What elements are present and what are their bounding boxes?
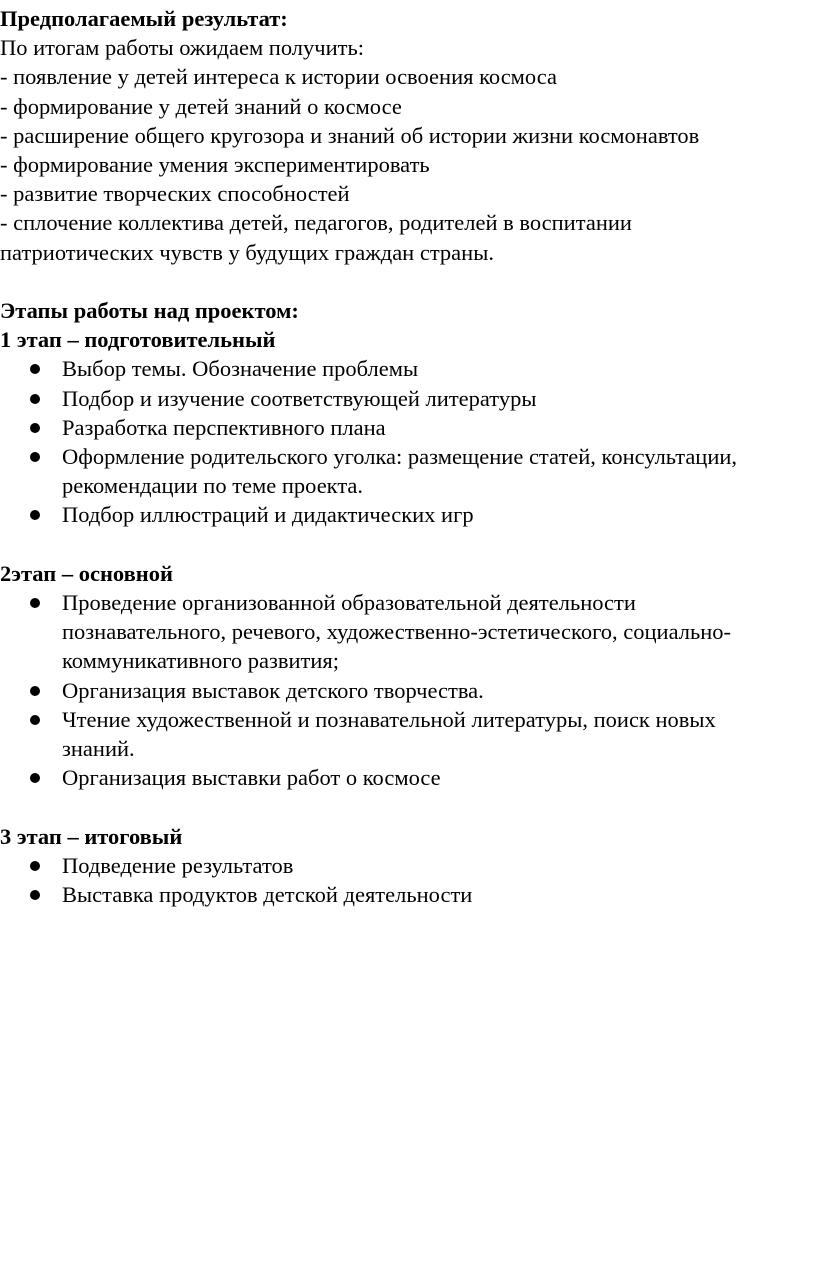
bullet-icon <box>30 890 40 900</box>
spacer <box>0 792 812 821</box>
bullet-icon <box>30 510 40 520</box>
list-item-text: рекомендации по теме проекта. <box>62 473 364 499</box>
stage2-list <box>0 588 812 792</box>
list-item-text: Подведение результатов <box>62 852 294 878</box>
bullet-icon <box>30 686 40 696</box>
list-item <box>0 500 812 529</box>
document-page <box>0 4 812 909</box>
list-item-text: Проведение организованной образовательной деятельности <box>62 590 636 616</box>
list-item-text: коммуникативного развития; <box>62 648 340 674</box>
result-item: - развитие творческих способностей <box>0 181 350 207</box>
bullet-icon <box>30 715 40 725</box>
list-item <box>0 763 812 792</box>
result-item: - появление у детей интереса к истории освоения космоса <box>0 64 557 90</box>
list-item <box>0 880 812 909</box>
result-item: - формирование у детей знаний о космосе <box>0 93 402 119</box>
bullet-icon <box>30 773 40 783</box>
list-item-text: Организация выставки работ о космосе <box>62 765 441 791</box>
stage3-title: 3 этап – итоговый <box>0 823 183 849</box>
spacer <box>0 267 812 296</box>
stage2-title: 2этап – основной <box>0 560 173 586</box>
list-item-text: Организация выставок детского творчества. <box>62 677 484 703</box>
list-item-text: Подбор и изучение соответствующей литературы <box>62 385 537 411</box>
stage1-title: 1 этап – подготовительный <box>0 327 276 353</box>
result-intro: По итогам работы ожидаем получить: <box>0 35 364 61</box>
list-item-text: знаний. <box>62 736 135 762</box>
result-item: патриотических чувств у будущих граждан страны. <box>0 239 494 265</box>
list-item <box>0 354 812 383</box>
spacer <box>0 530 812 559</box>
list-item-text: Чтение художественной и познавательной литературы, поиск новых <box>62 706 716 732</box>
bullet-icon <box>30 861 40 871</box>
list-item-text: Подбор иллюстраций и дидактических игр <box>62 502 474 528</box>
list-item-text: Выбор темы. Обозначение проблемы <box>62 356 419 382</box>
list-item <box>0 851 812 880</box>
list-item <box>0 676 812 705</box>
stage1-list <box>0 354 812 529</box>
stages-heading: Этапы работы над проектом: <box>0 298 299 324</box>
result-heading: Предполагаемый результат: <box>0 6 288 31</box>
list-item-text: познавательного, речевого, художественно-эстетического, социально- <box>62 619 732 645</box>
list-item-text: Разработка перспективного плана <box>62 414 386 440</box>
bullet-icon <box>30 394 40 404</box>
list-item <box>0 413 812 442</box>
list-item <box>0 588 812 676</box>
list-item <box>0 384 812 413</box>
list-item <box>0 705 812 763</box>
result-item: - расширение общего кругозора и знаний об истории жизни космонавтов <box>0 122 700 148</box>
list-item <box>0 442 812 500</box>
bullet-icon <box>30 598 40 608</box>
result-item: - формирование умения экспериментировать <box>0 152 430 178</box>
bullet-icon <box>30 423 40 433</box>
bullet-icon <box>30 364 40 374</box>
bullet-icon <box>30 452 40 462</box>
result-item: - сплочение коллектива детей, педагогов, родителей в воспитании <box>0 210 632 236</box>
stage3-list <box>0 851 812 909</box>
list-item-text: Оформление родительского уголка: размещение статей, консультации, <box>62 444 738 470</box>
list-item-text: Выставка продуктов детской деятельности <box>62 882 473 908</box>
